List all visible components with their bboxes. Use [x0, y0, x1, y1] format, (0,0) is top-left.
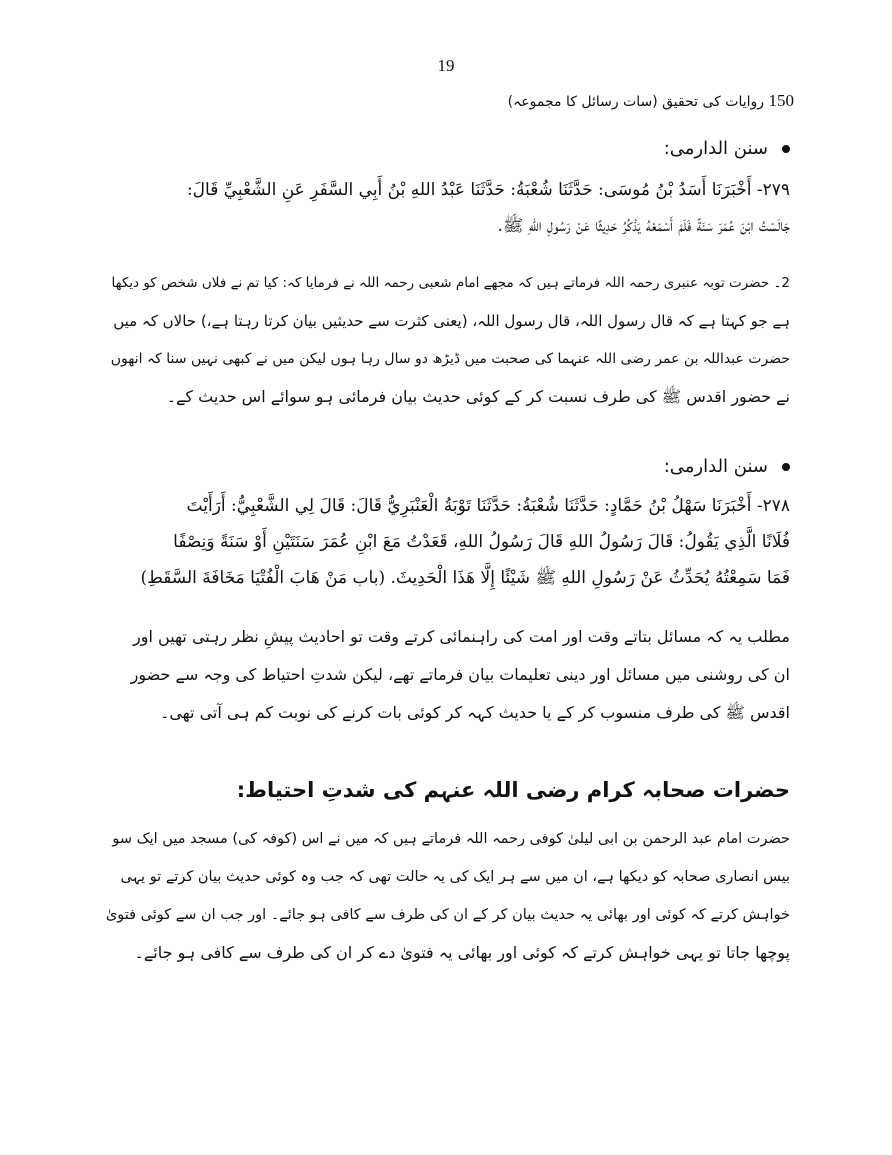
header-number: 150 — [768, 91, 794, 110]
urdu-line: ان کی روشنی میں مسائل اور دینی تعلیمات بیان فرماتے تھے، لیکن شدتِ احتیاط کی وجہ سے حضور — [130, 665, 790, 684]
page-number: 19 — [437, 56, 455, 75]
urdu-line: نے حضور اقدس ﷺ کی طرف نسبت کر کے کوئی حدیث بیان فرمائی ہو سوائے اس حدیث کے۔ — [166, 387, 790, 406]
urdu-line: پوچھا جاتا تو یہی خواہش کرتے کہ کوئی اور بھائی یہ فتویٰ دے کر ان کی طرف سے کافی ہو جائے۔ — [134, 943, 790, 962]
urdu-line: خواہش کرتے کہ کوئی اور بھائی یہ حدیث بیان کر کے ان کی طرف سے کافی ہو جائے۔ اور جب ان سے کوئی فتویٰ — [105, 907, 790, 923]
section-heading: حضرات صحابہ کرام رضی اللہ عنہم کی شدتِ احتیاط: — [236, 778, 790, 802]
source-heading-2: سنن الدارمی: — [104, 452, 790, 482]
urdu-line: مطلب یہ کہ مسائل بتاتے وقت اور امت کی راہنمائی کرتے وقت تو احادیث پیشِ نظر رہتی تھیں اور — [133, 627, 790, 646]
urdu-line: 2۔ حضرت توبہ عنبری رحمہ اللہ فرماتے ہیں کہ مجھے امام شعبی رحمہ اللہ نے فرمایا کہ: کیا تم نے فلاں شخص کو دیکھا — [111, 275, 790, 291]
arabic-line: فَمَا سَمِعْتُهُ يُحَدِّثُ عَنْ رَسُولِ اللهِ ﷺ شَيْئًا إِلَّا هَذَا الْحَدِيثَ. (باب مَنْ هَابَ الْفُتْيَا مَخَافَةَ السَّقَطِ) — [140, 568, 790, 588]
urdu-line: ہے جو کہتا ہے کہ قال رسول اللہ، قال رسول اللہ، (یعنی کثرت سے حدیثیں بیان کرتا رہتا ہے،) حالاں کہ میں — [113, 312, 790, 330]
source-heading-1: سنن الدارمی: — [104, 134, 790, 164]
arabic-line: ٢٧٨- أَخْبَرَنَا سَهْلُ بْنُ حَمَّادٍ: حَدَّثَنَا شُعْبَةُ: حَدَّثَنَا تَوْبَةُ الْعَنْبَرِيُّ قَالَ: قَالَ لِي الشَّعْبِيُّ: أَرَأَيْتَ — [186, 496, 790, 516]
arabic-hadith-279 — [104, 172, 790, 244]
urdu-line: حضرت امام عبد الرحمن بن ابی لیلیٰ کوفی رحمہ اللہ فرماتے ہیں کہ میں نے اس (کوفہ کی) مسجد میں ایک سو — [112, 831, 790, 847]
arabic-line: ٢٧٩- أَخْبَرَنَا أَسَدُ بْنُ مُوسَى: حَدَّثَنَا شُعْبَةُ: حَدَّثَنَا عَبْدُ اللهِ بْنُ أَبِي السَّفَرِ عَنِ الشَّعْبِيِّ قَالَ: — [186, 180, 790, 200]
urdu-line: بیس انصاری صحابہ کو دیکھا ہے، ان میں سے ہر ایک کی یہ حالت تھی کہ جب وہ کوئی حدیث بیان کرتے تو یہی — [120, 869, 790, 885]
urdu-line: حضرت عبداللہ بن عمر رضی اللہ عنہما کی صحبت میں ڈیڑھ دو سال رہا ہوں لیکن میں نے کبھی نہیں سنا کہ انھوں — [110, 351, 790, 367]
urdu-translation-1 — [104, 264, 790, 416]
running-header — [194, 90, 794, 113]
header-title: روایات کی تحقیق (سات رسائل کا مجموعہ) — [507, 94, 765, 110]
urdu-narration — [104, 820, 790, 972]
urdu-explanation — [104, 618, 790, 732]
urdu-line: اقدس ﷺ کی طرف منسوب کر کے یا حدیث کہہ کر کوئی بات کرنے کی نوبت کم ہی آتی تھی۔ — [159, 703, 790, 722]
bullet-icon — [782, 463, 790, 471]
arabic-line: فُلَانًا الَّذِي يَقُولُ: قَالَ رَسُولُ اللهِ قَالَ رَسُولُ اللهِ، قَعَدْتُ مَعَ ابْنِ عُمَرَ سَنَتَيْنِ أَوْ سَنَةً وَنِصْفًا — [173, 532, 790, 552]
arabic-line: جَالَسْتُ ابْنَ عُمَرَ سَنَةً فَلَمْ أَسْمَعْهُ يَذْكُرُ حَدِيثًا عَنْ رَسُولِ اللهِ ﷺ. — [497, 216, 790, 236]
bullet-icon — [782, 145, 790, 153]
arabic-hadith-278 — [104, 488, 790, 596]
